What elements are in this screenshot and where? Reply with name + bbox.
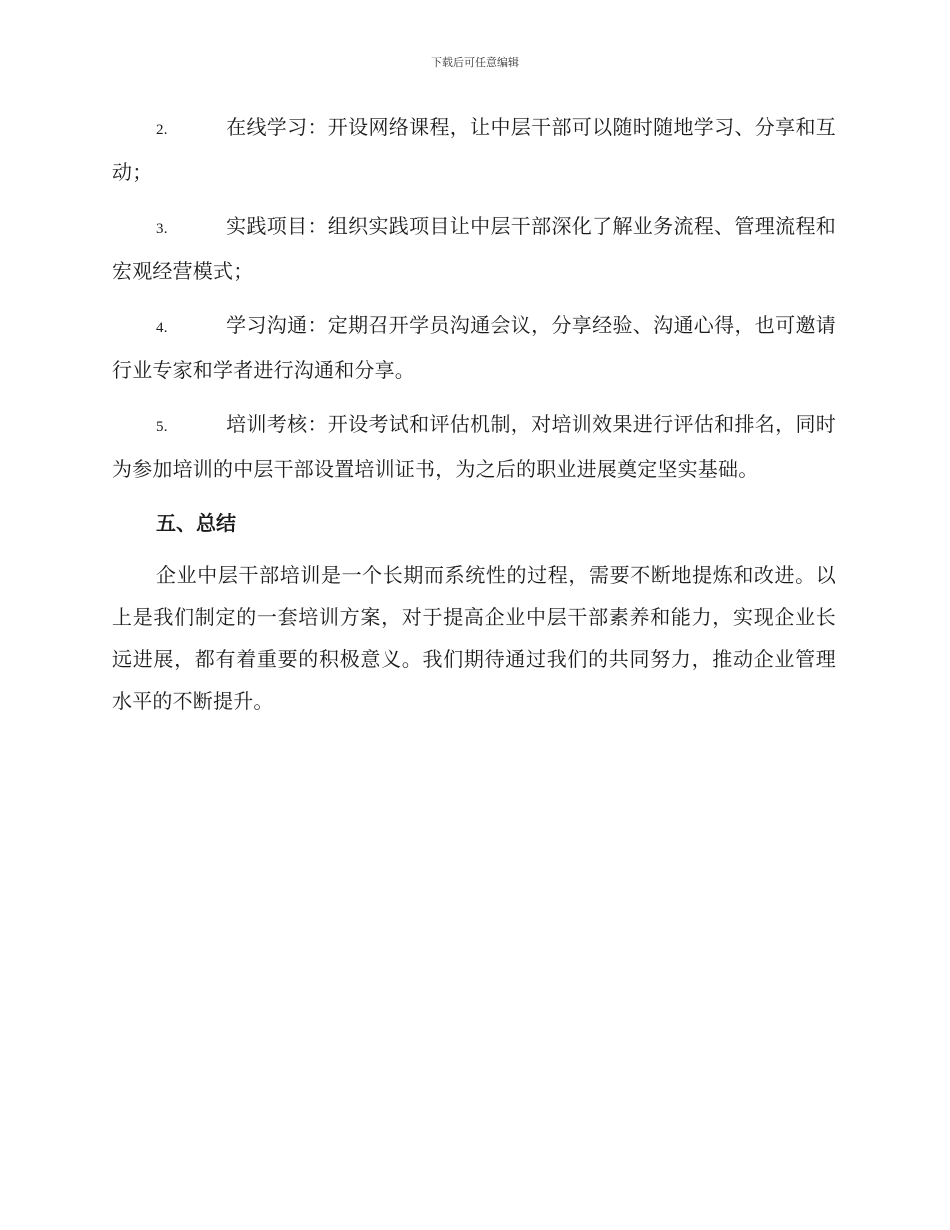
list-item-number: 2.: [156, 122, 168, 138]
list-item: [112, 205, 836, 292]
list-item-number: 5.: [156, 419, 168, 435]
list-item-text: 培训考核：开设考试和评估机制，对培训效果进行评估和排名，同时为参加培训的中层干部设置培训证书，为之后的职业进展奠定坚实基础。: [112, 412, 836, 481]
summary-paragraph: 企业中层干部培训是一个长期而系统性的过程，需要不断地提炼和改进。以上是我们制定的一套培训方案，对于提高企业中层干部素养和能力，实现企业长远进展，都有着重要的积极意义。我们期待通过我们的共同努力，推动企业管理水平的不断提升。: [112, 563, 836, 713]
list-item-text: 学习沟通：定期召开学员沟通会议，分享经验、沟通心得，也可邀请行业专家和学者进行沟通和分享。: [112, 313, 836, 382]
list-item-text: 在线学习：开设网络课程，让中层干部可以随时随地学习、分享和互动；: [112, 115, 836, 184]
list-item: [112, 304, 836, 391]
list-item: [112, 106, 836, 193]
list-item-text: 实践项目：组织实践项目让中层干部深化了解业务流程、管理流程和宏观经营模式；: [112, 214, 836, 283]
list-item: [112, 403, 836, 490]
page-header: 下载后可任意编辑: [431, 56, 519, 69]
section-heading: 五、总结: [156, 511, 236, 535]
list-item-number: 4.: [156, 320, 168, 336]
document-body: [112, 106, 836, 722]
list-item-number: 3.: [156, 221, 168, 237]
